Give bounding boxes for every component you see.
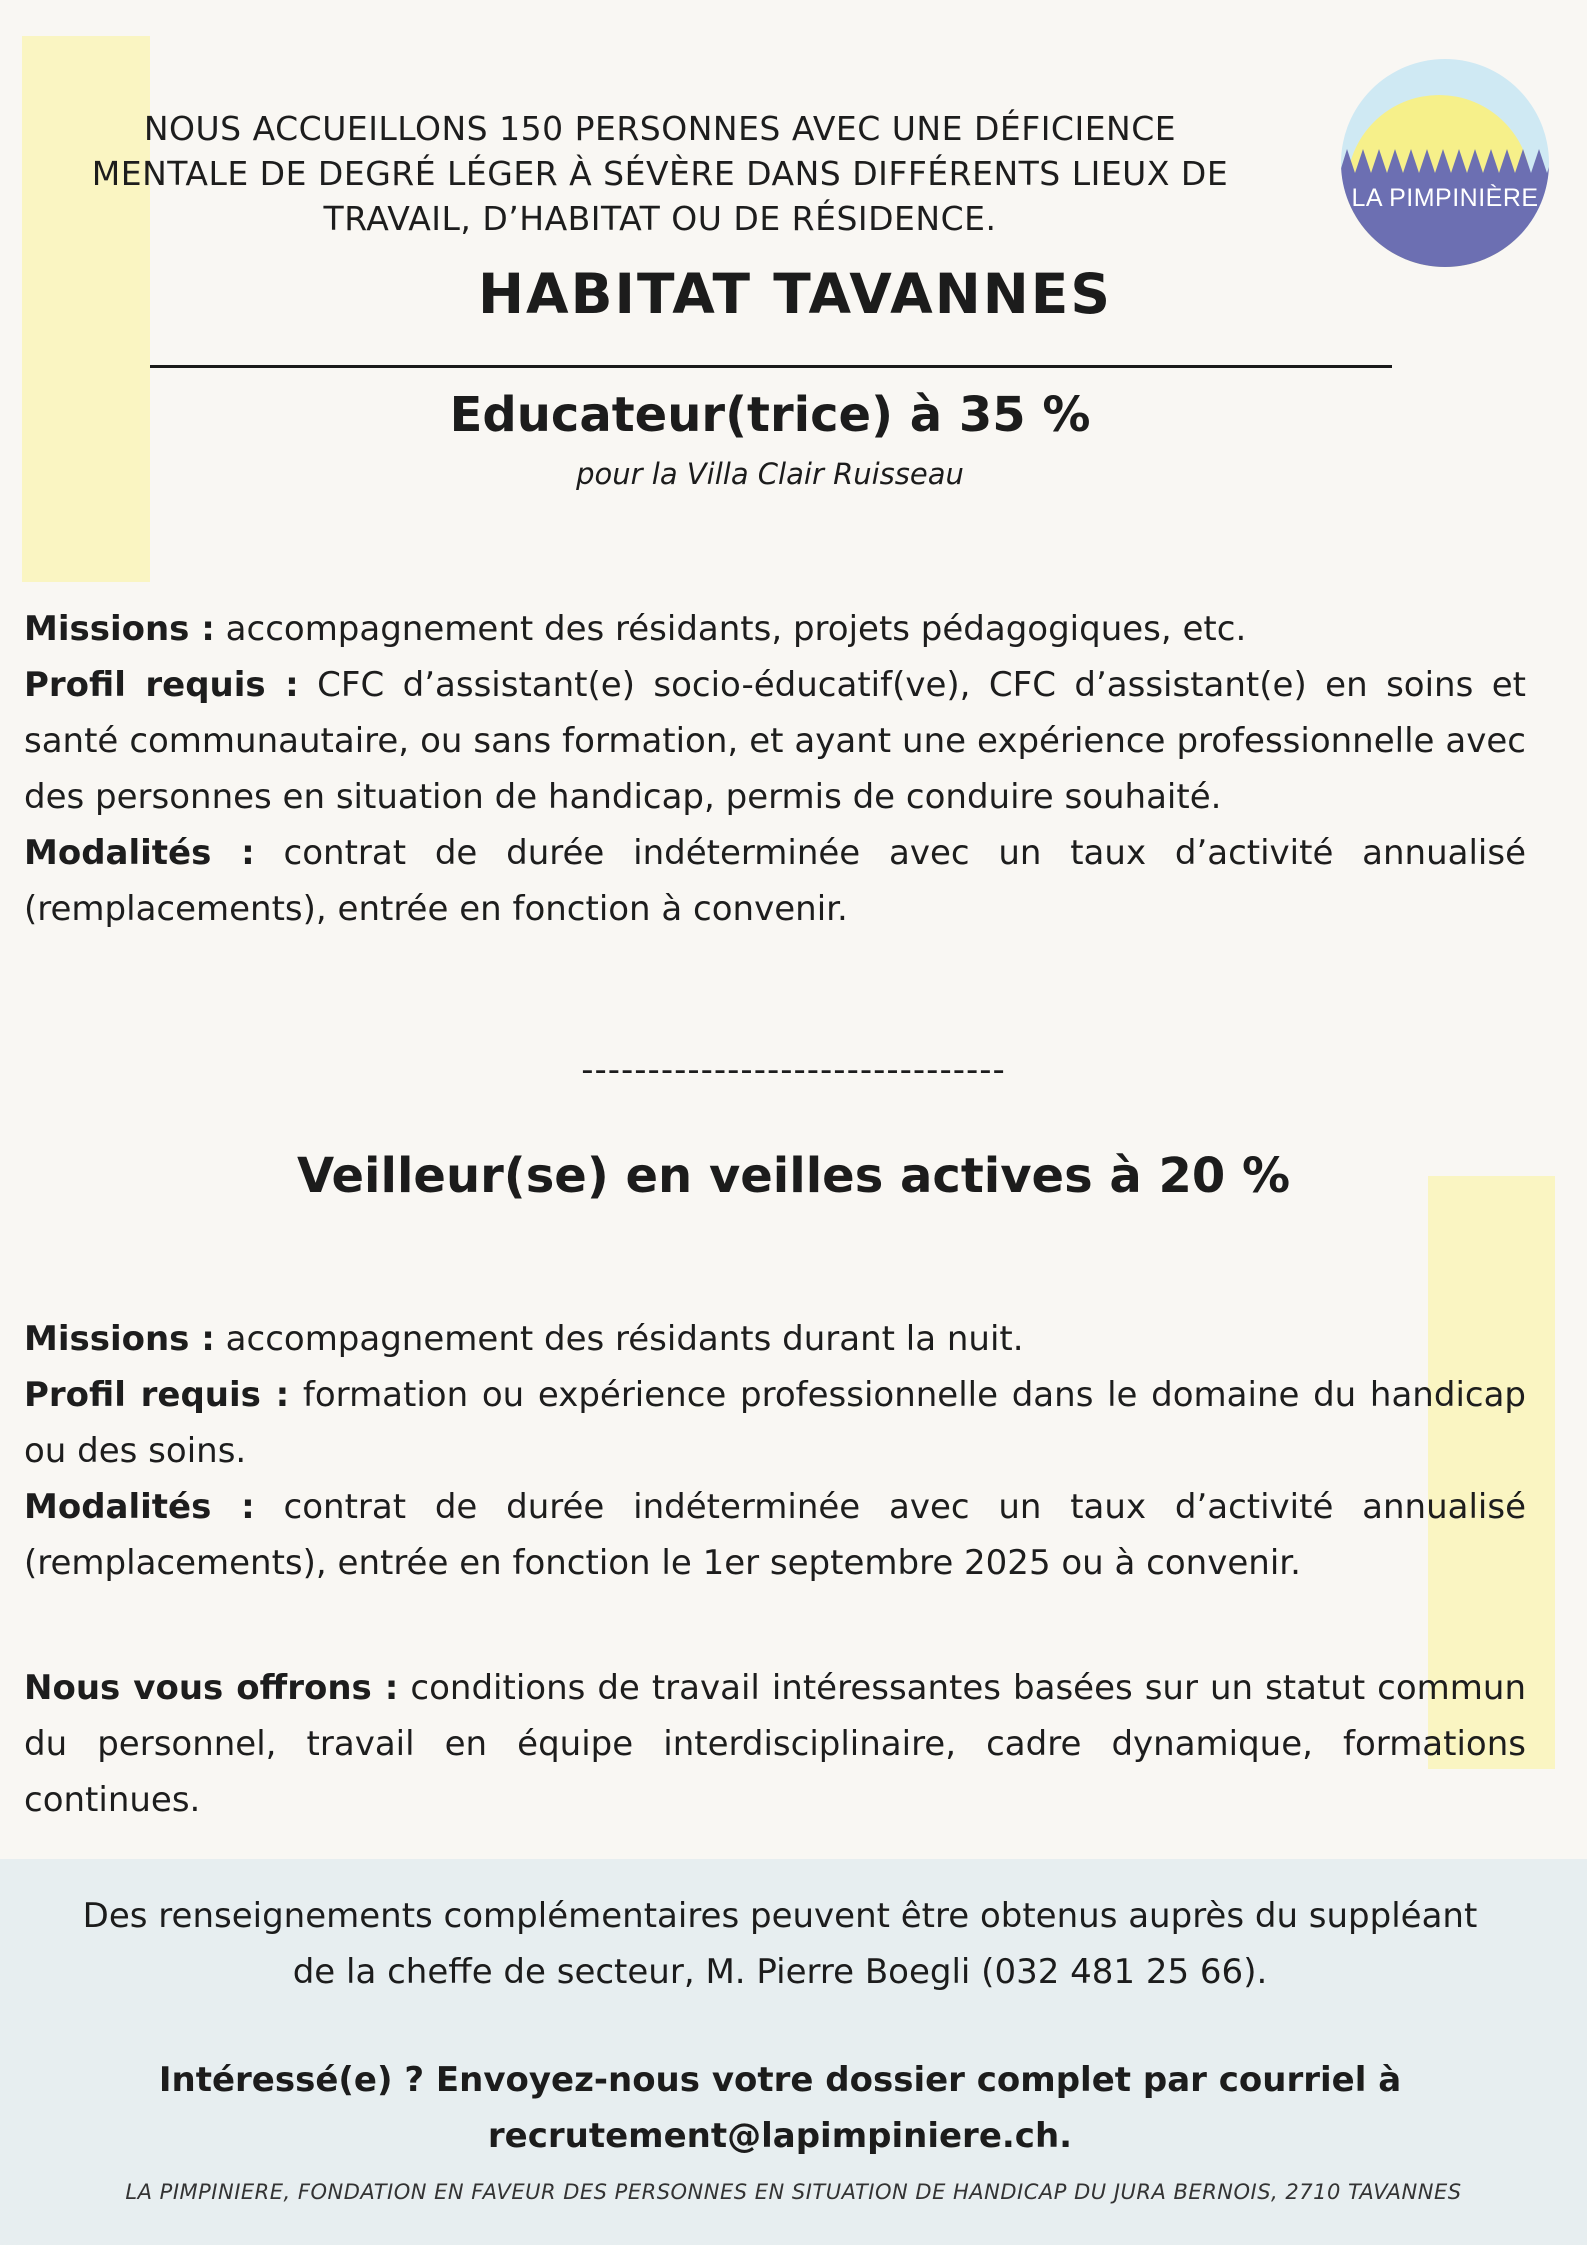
offer-text: conditions de travail intéressantes basées sur un statut commun du personnel, travail en équipe interdisciplinaire, cadre dynamique, formations continues. — [24, 1668, 1526, 1820]
la-pimpiniere-logo — [1339, 57, 1551, 269]
job1-missions — [24, 601, 1526, 657]
offer-label: Nous vous offrons : — [24, 1668, 399, 1708]
footer-text: LA PIMPINIERE, FONDATION EN FAVEUR DES PERSONNES EN SITUATION DE HANDICAP DU JURA BERNOIS, 2710 TAVANNES — [125, 2180, 1462, 2204]
job2-profile-text: formation ou expérience professionnelle dans le domaine du handicap ou des soins. — [24, 1375, 1526, 1471]
contact-info: Des renseignements complémentaires peuvent être obtenus auprès du suppléant de la cheffe de secteur, M. Pierre Boegli (032 481 25 66). — [82, 1896, 1478, 1992]
dashed-separator: -------------------------------- — [581, 1050, 1006, 1090]
job2-profile-label: Profil requis : — [24, 1375, 290, 1415]
title-divider — [150, 365, 1392, 368]
job2-terms-text: contrat de durée indéterminée avec un taux d’activité annualisé (remplacements), entrée en fonction le 1er septembre 2025 ou à convenir. — [24, 1487, 1526, 1583]
job1-terms-label: Modalités : — [24, 833, 255, 873]
job2-terms — [24, 1479, 1526, 1591]
job1-missions-label: Missions : — [24, 609, 215, 649]
job1-details — [24, 601, 1526, 937]
job1-profile — [24, 657, 1526, 825]
contact-cta — [60, 2052, 1500, 2164]
logo-text: LA PIMPINIÈRE — [1351, 184, 1539, 212]
offer-details — [24, 1660, 1526, 1828]
job1-terms — [24, 825, 1526, 937]
job2-profile — [24, 1367, 1526, 1479]
job1-missions-text: accompagnement des résidants, projets pédagogiques, etc. — [214, 609, 1247, 649]
offer-paragraph — [24, 1660, 1526, 1828]
job1-profile-label: Profil requis : — [24, 665, 299, 705]
section-title: HABITAT TAVANNES — [478, 262, 1112, 326]
contact-cta-line1: Intéressé(e) ? Envoyez-nous votre dossier complet par courriel à — [158, 2060, 1402, 2100]
job2-title: Veilleur(se) en veilles actives à 20 % — [296, 1148, 1291, 1204]
logo-graphic-icon — [1339, 57, 1551, 269]
job2-terms-label: Modalités : — [24, 1487, 255, 1527]
contact-email-link[interactable]: recrutement@lapimpiniere.ch. — [487, 2116, 1073, 2156]
job1-subtitle: pour la Villa Clair Ruisseau — [576, 457, 964, 491]
job1-profile-text: CFC d’assistant(e) socio-éducatif(ve), CFC d’assistant(e) en soins et santé communautaire, ou sans formation, et ayant une expérience professionnelle avec des personnes en situation de handicap, permis de conduire souhaité. — [24, 665, 1526, 817]
job2-missions — [24, 1311, 1526, 1367]
job2-details — [24, 1311, 1526, 1591]
job2-missions-label: Missions : — [24, 1319, 215, 1359]
job2-missions-text: accompagnement des résidants durant la nuit. — [214, 1319, 1024, 1359]
job1-title: Educateur(trice) à 35 % — [449, 387, 1091, 443]
job1-terms-text: contrat de durée indéterminée avec un taux d’activité annualisé (remplacements), entrée en fonction à convenir. — [24, 833, 1526, 929]
intro-text: NOUS ACCUEILLONS 150 PERSONNES AVEC UNE DÉFICIENCE MENTALE DE DEGRÉ LÉGER À SÉVÈRE DANS DIFFÉRENTS LIEUX DE TRAVAIL, D’HABITAT OU DE RÉSIDENCE. — [91, 109, 1229, 238]
